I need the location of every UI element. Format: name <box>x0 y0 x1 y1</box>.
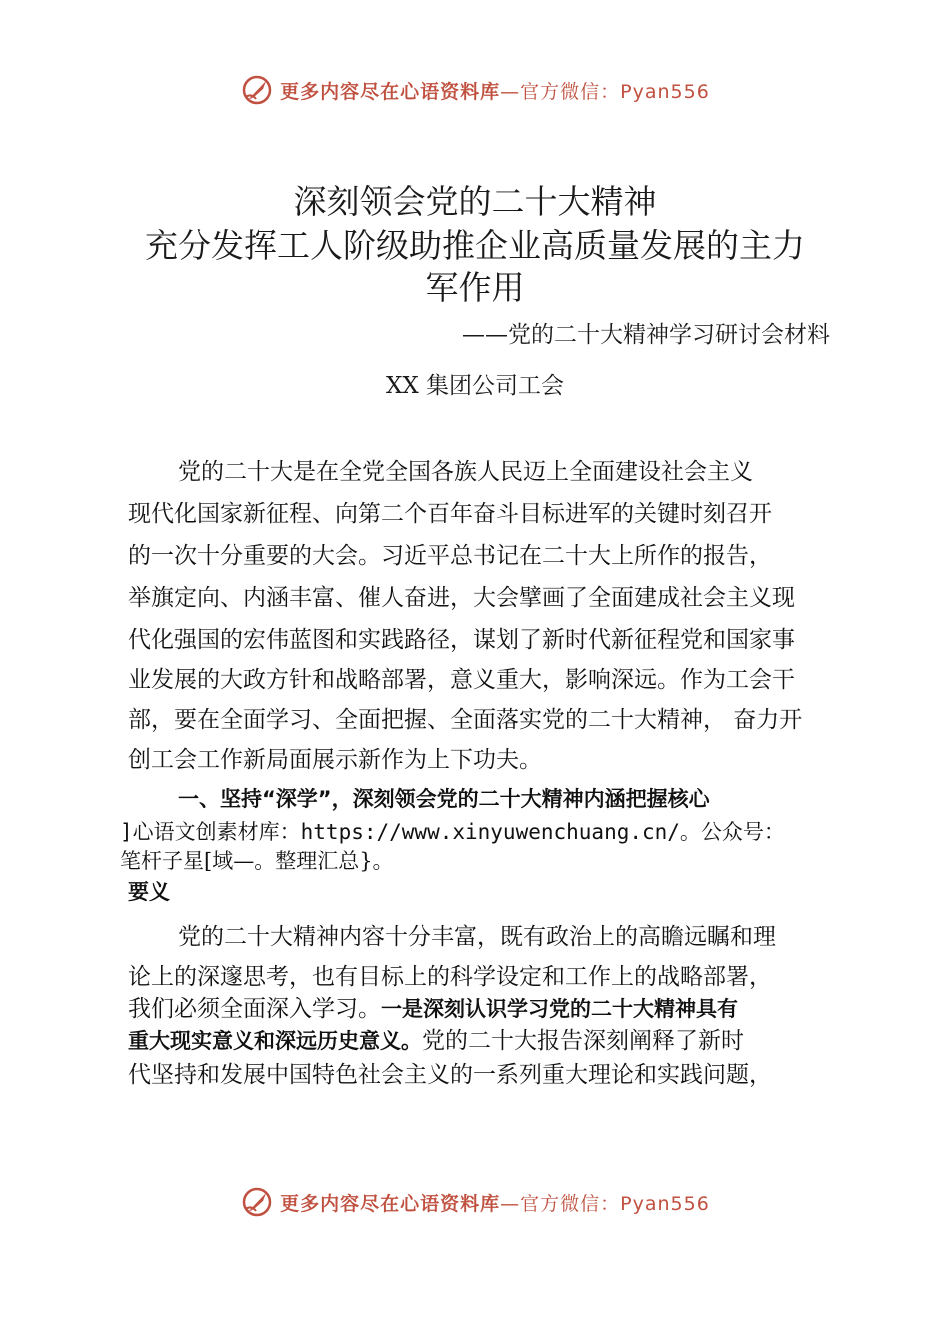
emphasis-text: 重大现实意义和深远历史意义。 <box>128 1029 422 1053</box>
para1-line: 举旗定向、内涵丰富、催人奋进，大会擘画了全面建成社会主义现 <box>128 585 795 611</box>
banner-wechat: —官方微信：Pyan556 <box>500 1192 710 1215</box>
bottom-watermark-banner <box>0 1182 950 1222</box>
subtitle: ——党的二十大精神学习研讨会材料 <box>462 322 830 348</box>
para1-line: 业发展的大政方针和战略部署，意义重大，影响深远。作为工会干 <box>128 667 795 693</box>
para2-line-4 <box>128 1022 744 1055</box>
organization: XX 集团公司工会 <box>385 373 565 399</box>
title-line-2: 充分发挥工人阶级助推企业高质量发展的主力 <box>145 226 805 265</box>
section-heading-1: 一、坚持“深学”，深刻领会党的二十大精神内涵把握核心 <box>178 787 710 811</box>
title-line-1: 深刻领会党的二十大精神 <box>293 182 657 221</box>
para1-line: 现代化国家新征程、向第二个百年奋斗目标进军的关键时刻召开 <box>128 501 772 527</box>
banner-text: 更多内容尽在心语资料库 <box>280 1192 501 1215</box>
quill-logo-icon <box>240 73 274 107</box>
section-heading-1-continued: 要义 <box>128 880 170 904</box>
banner-wechat: —官方微信：Pyan556 <box>500 80 710 103</box>
para1-line: 党的二十大是在全党全国各族人民迈上全面建设社会主义 <box>178 459 753 485</box>
source-note-line-2: 笔杆子星[域—。整理汇总}。 <box>120 849 394 873</box>
emphasis-text: 一是深刻认识学习党的二十大精神具有 <box>381 997 738 1021</box>
para2-line-3-text: 我们必须全面深入学习。 <box>128 996 381 1022</box>
source-note-line-1: ]心语文创素材库：https://www.xinyuwenchuang.cn/。公众号： <box>120 820 785 844</box>
para1-line: 创工会工作新局面展示新作为上下功夫。 <box>128 747 542 773</box>
para2-line-4-text: 党的二十大报告深刻阐释了新时 <box>422 1028 744 1054</box>
para1-line: 代化强国的宏伟蓝图和实践路径，谋划了新时代新征程党和国家事 <box>128 627 795 653</box>
para2-line-5: 代坚持和发展中国特色社会主义的一系列重大理论和实践问题， <box>128 1062 772 1088</box>
para2-line-1: 党的二十大精神内容十分丰富，既有政治上的高瞻远瞩和理 <box>178 924 776 950</box>
para2-line-2: 论上的深邃思考，也有目标上的科学设定和工作上的战略部署， <box>128 964 772 990</box>
para2-line-3 <box>128 990 738 1023</box>
para1-line: 的一次十分重要的大会。习近平总书记在二十大上所作的报告， <box>128 543 772 569</box>
quill-logo-icon <box>240 1185 274 1219</box>
top-watermark-banner <box>0 70 950 110</box>
title-line-3: 军作用 <box>425 268 525 307</box>
para1-line: 部，要在全面学习、全面把握、全面落实党的二十大精神， 奋力开 <box>128 707 803 733</box>
banner-text: 更多内容尽在心语资料库 <box>280 80 501 103</box>
